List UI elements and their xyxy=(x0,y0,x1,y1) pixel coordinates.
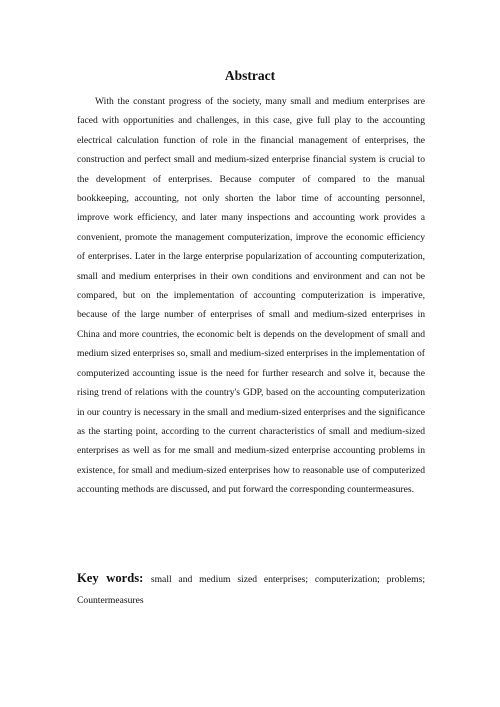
keywords-label: Key words: xyxy=(77,571,151,585)
abstract-title: Abstract xyxy=(224,68,276,83)
keywords-list: small and medium sized enterprises; computerization; problems; Countermeasures xyxy=(77,574,426,606)
keywords-section xyxy=(77,568,425,611)
abstract-body: With the constant progress of the society, many small and medium enterprises are faced with opportunities and challenges, in this case, give full play to the accounting electrical calculation function of role in the financial management of enterprises, the construction and perfect small and medium-sized enterprise financial system is crucial to the development of enterprises. Because computer of compared to the manual bookkeeping, accounting, not only shorten the labor time of accounting personnel, improve work efficiency, and later many inspections and accounting work provides a convenient, promote the management computerization, improve the economic efficiency of enterprises. Later in the large enterprise popularization of accounting computerization, small and medium enterprises in their own conditions and environment and can not be compared, but on the implementation of accounting computerization is imperative, because of the large number of enterprises of small and medium-sized enterprises in China and more countries, the economic belt is depends on the development of small and medium sized enterprises so, small and medium-sized enterprises in the implementation of computerized accounting issue is the need for further research and solve it, because the rising trend of relations with the country's GDP, based on the accounting computerization in our country is necessary in the small and medium-sized enterprises and the significance as the starting point, according to the current characteristics of small and medium-sized enterprises as well as for me small and medium-sized enterprise accounting problems in existence, for small and medium-sized enterprises how to reasonable use of computerized accounting methods are discussed, and put forward the corresponding countermeasures. xyxy=(77,96,425,496)
